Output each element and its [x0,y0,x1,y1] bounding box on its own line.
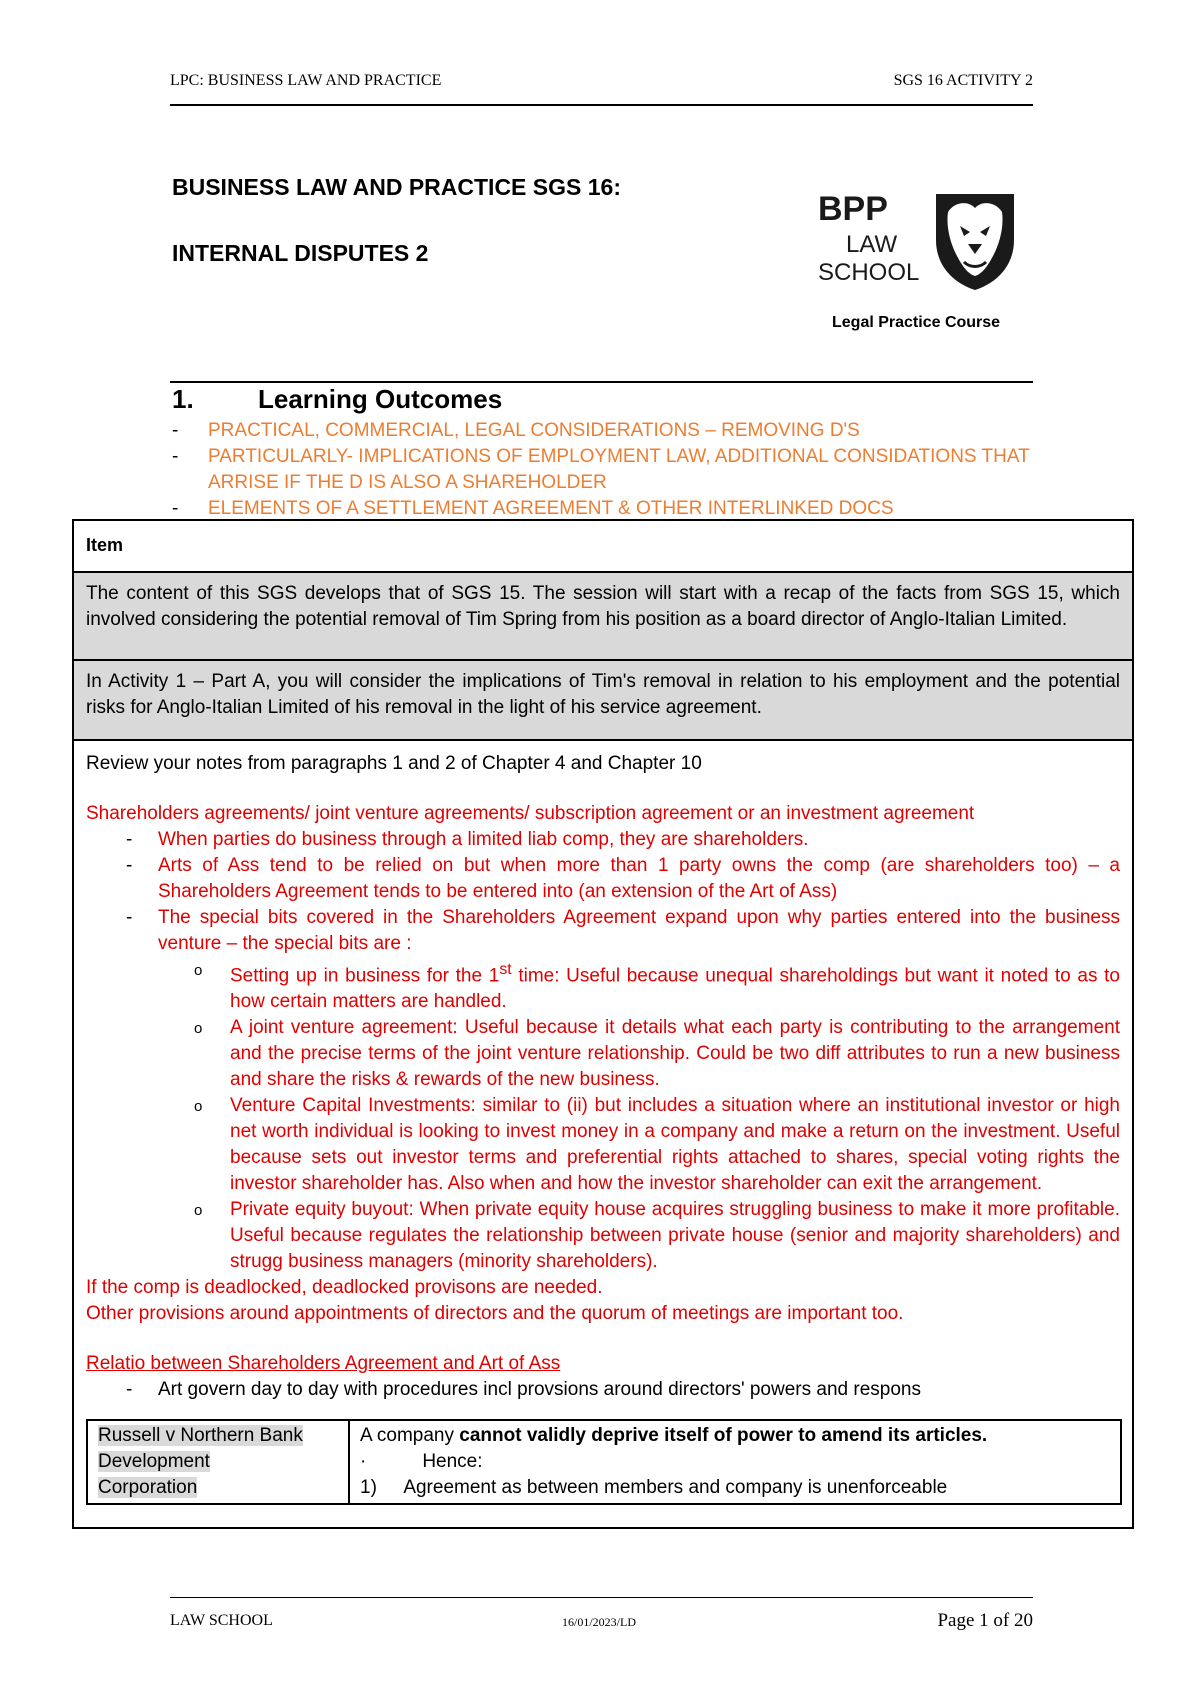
intro-paragraph-1: The content of this SGS develops that of SGS 15. The session will start with a recap of the facts from SGS 15, which involved considering the potential removal of Tim Spring from his position as a board director of Anglo-Italian Limited. [74,573,1132,661]
hence-line [360,1449,1110,1475]
case-name-line: Corporation [98,1477,198,1498]
list-item: - PRACTICAL, COMMERCIAL, LEGAL CONSIDERATIONS – REMOVING D'S [172,418,1042,444]
case-name-cell [87,1420,349,1504]
relatio-points [86,1377,1120,1403]
table-header: Item [74,521,1132,573]
case-table [86,1419,1122,1505]
activity-table [72,519,1134,1529]
other-provisions-note: Other provisions around appointments of directors and the quorum of meetings are important too. [86,1303,904,1325]
bullet-icon: · [360,1451,367,1472]
logo-law-text: LAW [846,231,898,258]
logo-school-text: SCHOOL [818,259,920,286]
list-item [86,905,1120,1275]
learning-outcomes-list [172,418,1042,522]
case-principle-cell [349,1420,1121,1504]
case-principle-text: A company [360,1425,460,1446]
relatio-heading: Relatio between Shareholders Agreement and Art of Ass [86,1353,561,1375]
page-footer [170,1606,1033,1630]
deadlock-note: If the comp is deadlocked, deadlocked provisons are needed. [86,1277,603,1299]
case-name-line: Russell v Northern Bank [98,1425,303,1446]
case-principle [360,1423,1110,1449]
section-number: 1. [172,384,194,414]
hence-text: Hence: [422,1451,483,1472]
review-instruction: Review your notes from paragraphs 1 and 2 of Chapter 4 and Chapter 10 [86,753,702,774]
header-activity: SGS 16 ACTIVITY 2 [893,72,1033,89]
ordinal-suffix: st [499,961,512,978]
case-principle-bold: cannot validly deprive itself of power to amend its articles. [459,1425,988,1446]
footer-divider [170,1597,1033,1598]
list-item-text: time: Useful because unequal shareholdings but want it noted to as to how certain matters are handled. [230,965,1120,1013]
header-course: LPC: BUSINESS LAW AND PRACTICE [170,72,442,89]
section-title: Learning Outcomes [258,384,503,414]
bpp-logo-graphic [818,192,1018,292]
table-row [87,1420,1121,1504]
list-item-text: Setting up in business for the 1 [230,965,500,987]
list-item: o Venture Capital Investments: similar to (ii) but includes a situation where an institutional investor or high net worth individual is looking to invest money in a company and make a return on the investment. Useful because sets out investor terms and preferential rights attached to shares, special voting rights the investor shareholder has. Also when and how the investor shareholder can exit the arrangement. [158,1093,1120,1197]
point-text: Agreement as between members and company is unenforceable [403,1477,948,1498]
list-item: - When parties do business through a limited liab comp, they are shareholders. [86,827,1120,853]
point-number: 1) [360,1477,377,1498]
learning-outcomes-heading [172,384,502,415]
document-title: BUSINESS LAW AND PRACTICE SGS 16: [172,174,621,200]
document-subtitle: INTERNAL DISPUTES 2 [172,240,429,266]
list-item-text: The special bits covered in the Shareholders Agreement expand upon why parties entered into the business venture – the special bits are : [158,907,1120,954]
list-item [158,957,1120,1015]
footer-date: 16/01/2023/LD [562,1615,636,1629]
logo-subtitle: Legal Practice Course [832,314,1001,331]
footer-left: LAW SCHOOL [170,1612,273,1629]
list-item: - ELEMENTS OF A SETTLEMENT AGREEMENT & OTHER INTERLINKED DOCS [172,496,1042,522]
page-header [170,72,1033,106]
case-name-line: Development [98,1451,210,1472]
sha-heading: Shareholders agreements/ joint venture agreements/ subscription agreement or an investment agreement [86,803,975,824]
bpp-logo [818,192,1018,292]
special-bits-list [158,957,1120,1275]
list-item: - Arts of Ass tend to be relied on but when more than 1 party owns the comp (are shareholders too) – a Shareholders Agreement tends to be entered into (an extension of the Art of Ass) [86,853,1120,905]
list-item: o A joint venture agreement: Useful because it details what each party is contributing to the arrangement and the precise terms of the joint venture relationship. Could be two diff attributes to run a new business and share the risks & rewards of the new business. [158,1015,1120,1093]
intro-paragraph-2: In Activity 1 – Part A, you will consider the implications of Tim's removal in relation to his employment and the potential risks for Anglo-Italian Limited of his removal in the light of his service agreement. [74,661,1132,741]
sha-points [86,827,1120,1275]
page-number: Page 1 of 20 [937,1610,1033,1631]
list-item: o Private equity buyout: When private equity house acquires struggling business to make it more profitable. Useful because regulates the relationship between private house (senior and majority shareholders) and strugg business managers (minority shareholders). [158,1197,1120,1275]
logo-brand-text: BPP [818,192,888,228]
lion-icon [936,194,1014,290]
list-item: - PARTICULARLY- IMPLICATIONS OF EMPLOYMENT LAW, ADDITIONAL CONSIDATIONS THAT ARRISE IF THE D IS ALSO A SHAREHOLDER [172,444,1042,496]
case-point [360,1475,1110,1501]
list-item: - Art govern day to day with procedures incl provsions around directors' powers and respons [86,1377,1120,1403]
notes-cell [74,741,1132,1527]
divider [170,381,1033,383]
